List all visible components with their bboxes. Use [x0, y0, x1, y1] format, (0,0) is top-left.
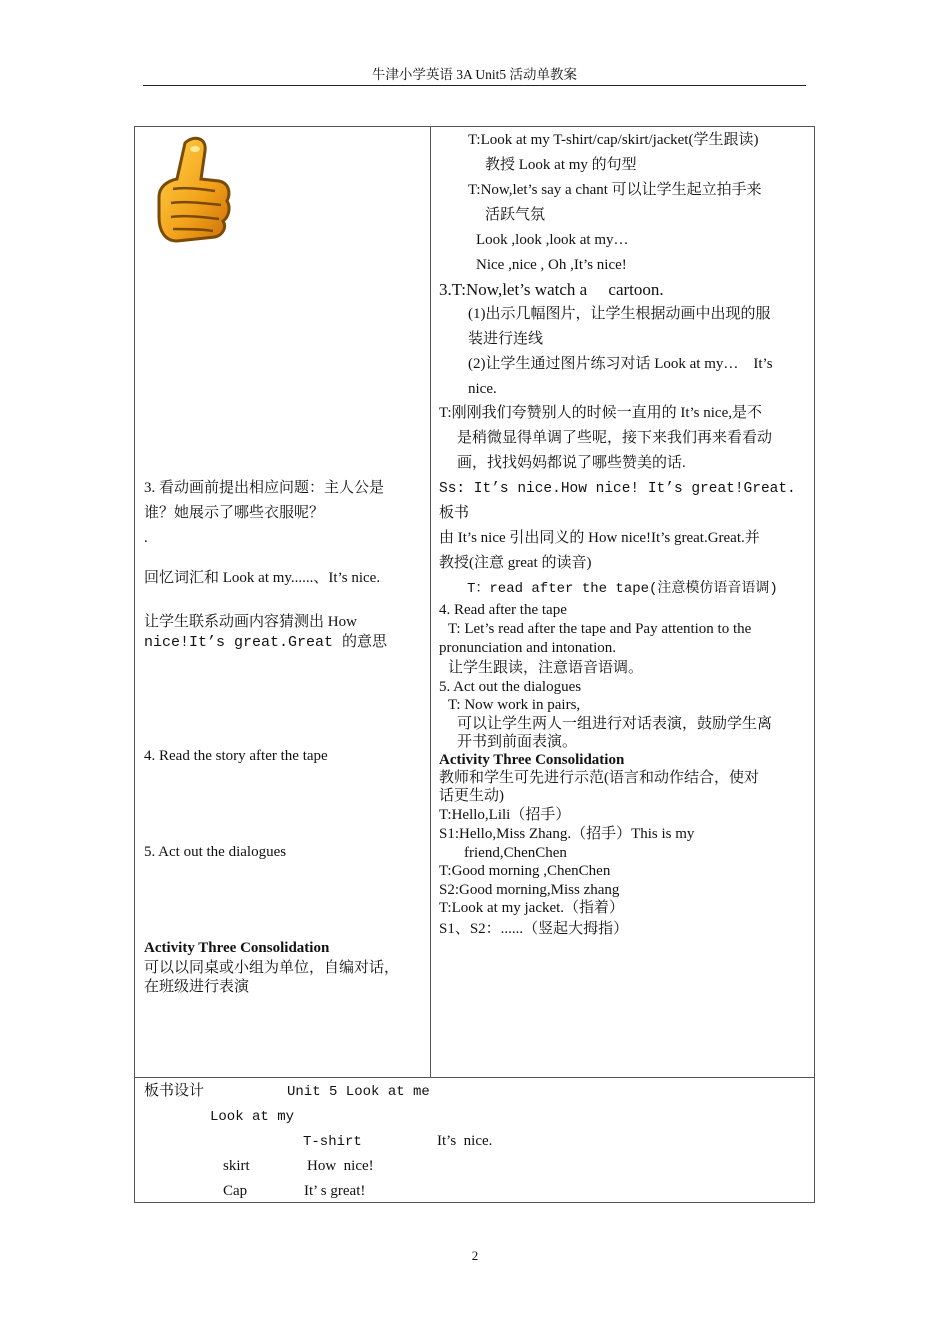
right-line: (2)让学生通过图片练习对话 Look at my… It’s	[468, 356, 773, 372]
left-item: 回忆词汇和 Look at my......、It’s nice.	[144, 570, 381, 586]
right-line: (1)出示几幅图片，让学生根据动画中出现的服	[468, 306, 771, 322]
left-heading: Activity Three Consolidation	[144, 940, 330, 956]
header-rule	[143, 85, 806, 86]
right-line: T:Look at my jacket.（指着）	[439, 900, 625, 916]
board-divider	[134, 1077, 815, 1078]
right-line: T:Hello,Lili（招手）	[439, 807, 571, 823]
left-item: 4. Read the story after the tape	[144, 748, 328, 764]
board-skirt: skirt	[223, 1158, 250, 1174]
board-label: 板书设计	[144, 1083, 205, 1099]
left-item: 可以以同桌或小组为单位，自编对话，	[144, 960, 400, 976]
right-line: 教授(注意 great 的读音)	[439, 555, 592, 571]
right-line: T:Now,let’s say a chant 可以让学生起立拍手来	[468, 182, 762, 198]
left-item: 3. 看动画前提出相应问题：主人公是	[144, 480, 385, 496]
right-line: 由 It’s nice 引出同义的 How nice!It’s great.Great.并	[439, 530, 760, 546]
right-line: T:Good morning ,ChenChen	[439, 863, 611, 879]
page-header: 牛津小学英语 3A Unit5 活动单教案	[371, 67, 578, 82]
board-its-great: It’ s great!	[304, 1183, 366, 1199]
thumbs-up-icon	[155, 135, 233, 247]
right-line: 活跃气氛	[485, 207, 546, 223]
right-line: T: Now work in pairs,	[448, 697, 581, 713]
right-line: Ss: It’s nice.How nice! It’s great!Great.	[439, 481, 796, 497]
right-line: S1、S2：......（竖起大拇指）	[439, 921, 629, 937]
right-line: Nice ,nice , Oh ,It’s nice!	[476, 257, 627, 273]
right-line: T：read after the tape(注意模仿语音语调)	[467, 581, 778, 597]
column-divider	[430, 126, 431, 1078]
right-line: pronunciation and intonation.	[439, 640, 617, 656]
right-line: 5. Act out the dialogues	[439, 679, 582, 695]
board-tshirt: T-shirt	[303, 1134, 362, 1150]
board-look-at-my: Look at my	[210, 1109, 295, 1125]
right-line: S2:Good morning,Miss zhang	[439, 882, 620, 898]
right-line: 3.T:Now,let’s watch a cartoon.	[439, 280, 664, 299]
right-line: 开书到前面表演。	[457, 734, 578, 750]
right-line: 是稍微显得单调了些呢，接下来我们再来看看动	[457, 430, 773, 446]
right-line: T:Look at my T-shirt/cap/skirt/jacket(学生跟读)	[468, 132, 759, 148]
right-heading: Activity Three Consolidation	[439, 752, 625, 768]
right-line: 画，找找妈妈都说了哪些赞美的话.	[457, 455, 686, 471]
board-cap: Cap	[223, 1183, 248, 1199]
right-line: 可以让学生两人一组进行对话表演，鼓励学生离	[457, 716, 773, 732]
right-line: 板书	[439, 505, 470, 521]
left-item: nice!It’s great.Great 的意思	[144, 634, 388, 651]
right-line: friend,ChenChen	[464, 845, 567, 861]
board-how-nice: How nice!	[307, 1158, 374, 1174]
right-line: 教授 Look at my 的句型	[485, 157, 637, 173]
left-item: 5. Act out the dialogues	[144, 844, 287, 860]
right-line: 话更生动)	[439, 788, 504, 804]
right-line: 让学生跟读，注意语音语调。	[448, 660, 644, 676]
page-number: 2	[471, 1248, 479, 1263]
board-title: Unit 5 Look at me	[287, 1084, 430, 1100]
right-line: T:刚刚我们夸赞别人的时候一直用的 It’s nice,是不	[439, 405, 762, 421]
right-line: 装进行连线	[468, 331, 544, 347]
right-line: S1:Hello,Miss Zhang.（招手）This is my	[439, 826, 695, 842]
right-line: Look ,look ,look at my…	[476, 232, 629, 248]
right-line: T: Let’s read after the tape and Pay attention to the	[448, 621, 752, 637]
right-line: 教师和学生可先进行示范(语言和动作结合，使对	[439, 770, 759, 786]
left-item: 谁？她展示了哪些衣服呢？	[144, 505, 325, 521]
right-line: nice.	[468, 381, 497, 397]
left-item: .	[144, 530, 148, 546]
board-its-nice: It’s nice.	[437, 1133, 493, 1149]
left-item: 在班级进行表演	[144, 979, 250, 995]
right-line: 4. Read after the tape	[439, 602, 567, 618]
left-item: 让学生联系动画内容猜测出 How	[144, 614, 357, 630]
